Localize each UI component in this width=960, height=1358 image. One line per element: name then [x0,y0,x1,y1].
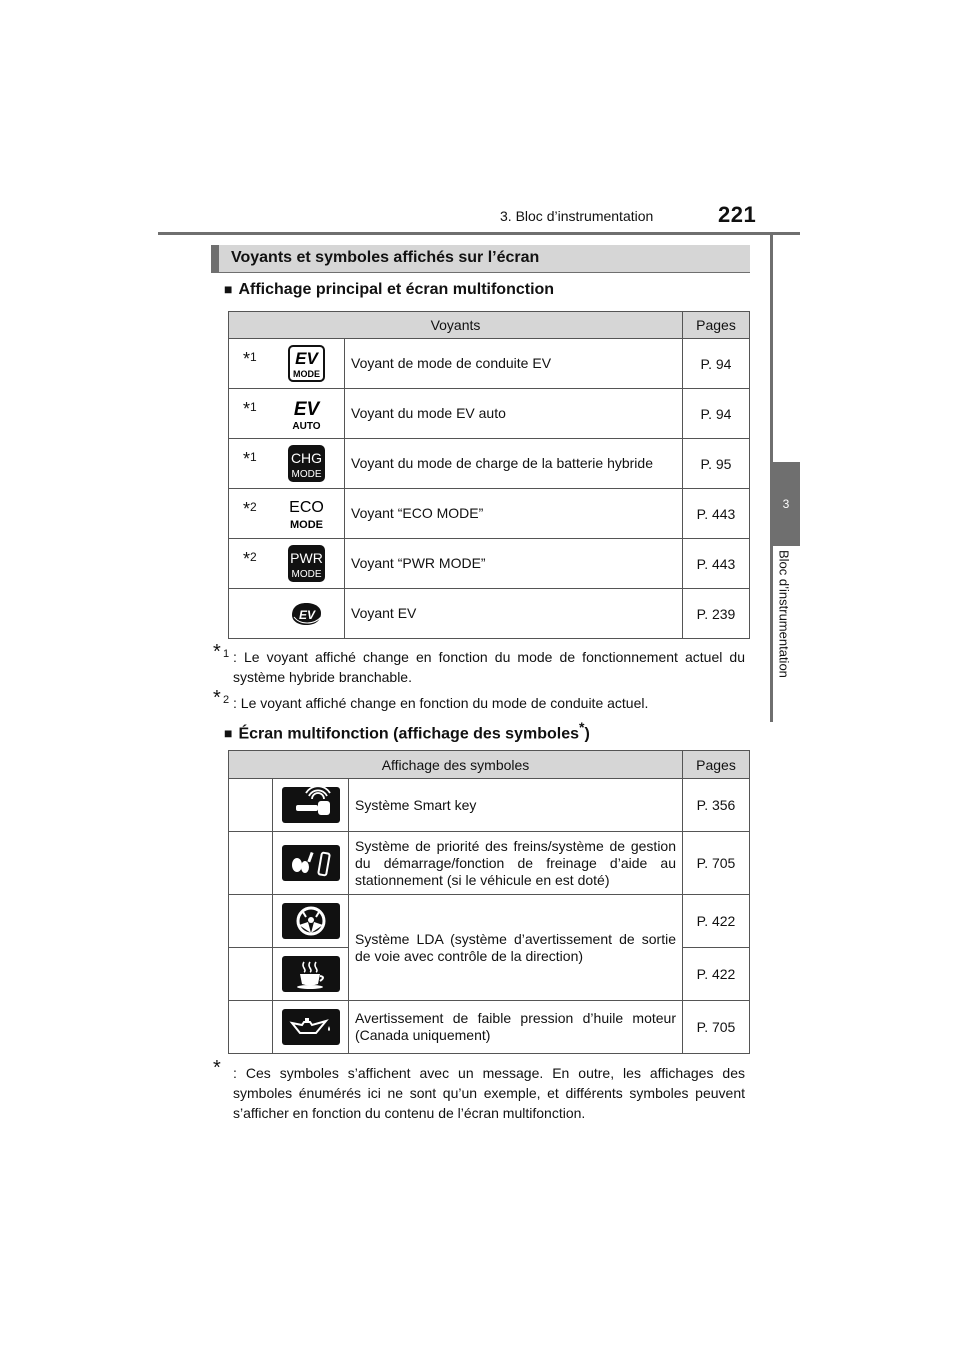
chapter-side-label [770,550,798,710]
pwr-mode-icon [288,545,325,582]
svg-text:MODE: MODE [290,519,323,531]
table-row [229,589,750,639]
running-header-section: 3. Bloc d’instrumentation [500,208,654,224]
page-reference: P. 705 [683,832,750,895]
chapter-side-label-text: Bloc d’instrumentation [776,550,792,678]
page-reference: P. 94 [683,339,750,389]
symbol-description: Système LDA (système d’avertissement de sortie de voie avec contrôle de la direction) [349,895,683,1001]
table-header-row [229,751,750,779]
indicator-description: Voyant du mode de charge de la batterie hybride [345,439,683,489]
svg-text:ECO: ECO [289,499,324,516]
table-row [229,1001,750,1054]
column-header-symbols: Affichage des symboles [229,751,683,779]
svg-text:MODE: MODE [291,469,322,480]
page-reference: P. 705 [683,1001,750,1054]
indicator-description: Voyant du mode EV auto [345,389,683,439]
smart-key-icon [282,787,340,823]
footnote-marker: *1 [243,349,257,369]
page-reference: P. 239 [683,589,750,639]
indicator-description: Voyant “PWR MODE” [345,539,683,589]
table-row [229,895,750,948]
table-row [229,389,750,439]
svg-text:EV: EV [293,399,320,420]
svg-text:CHG: CHG [290,450,323,466]
svg-text:AUTO: AUTO [292,421,321,432]
ev-mode-icon [288,345,325,382]
symbol-description: Système de priorité des freins/système de gestion du démarrage/fonction de freinage d’aide au stationnement (si le véhicule en est doté) [349,832,683,895]
column-header-pages: Pages [683,751,750,779]
indicator-description: Voyant de mode de conduite EV [345,339,683,389]
ev-indicator-icon [288,595,325,632]
table-row [229,832,750,895]
svg-text:MODE: MODE [291,569,322,580]
page-reference: P. 422 [683,948,750,1001]
table-row [229,539,750,589]
footnote-marker: *1 [243,399,257,419]
page-reference: P. 95 [683,439,750,489]
page-reference: P. 94 [683,389,750,439]
footnote-marker: *2 [243,499,257,519]
page-reference: P. 443 [683,539,750,589]
column-header-pages: Pages [683,312,750,339]
svg-text:MODE: MODE [293,369,320,379]
brake-priority-icon [282,845,340,881]
footnote-1: * 1 : Le voyant affiché change en fonction du mode de fonctionnement actuel du système hybride branchable. [213,641,745,685]
header-rule [158,232,800,235]
table-row [229,339,750,389]
chapter-tab: 3 [772,462,800,546]
svg-text:PWR: PWR [290,550,323,566]
indicator-table [228,311,750,639]
symbol-description: Système Smart key [349,779,683,832]
ev-auto-icon [288,395,325,432]
chg-mode-icon [288,445,325,482]
subsection-title-1: ■ Affichage principal et écran multifonction [224,281,555,298]
coffee-cup-icon [282,956,340,992]
indicator-description: Voyant EV [345,589,683,639]
footnote-marker: *2 [243,549,257,569]
footnote-symbols-text: : Ces symboles s’affichent avec un message. En outre, les affichages des symboles énumérés ici ne sont qu’un exemple, et différents symboles peuvent s’afficher en fonction du contenu de l’écran multifonction. [233,1065,745,1121]
section-banner-title: Voyants et symboles affichés sur l’écran [231,249,540,266]
banner-underline [211,272,750,273]
footnote-2-text: : Le voyant affiché change en fonction du mode de conduite actuel. [233,695,649,711]
svg-text:EV: EV [298,608,316,622]
svg-text:EV: EV [295,349,318,368]
symbol-table [228,750,750,1054]
indicator-description: Voyant “ECO MODE” [345,489,683,539]
lda-steering-icon [282,903,340,939]
page-reference: P. 422 [683,895,750,948]
column-header-indicators: Voyants [229,312,683,339]
page-reference: P. 443 [683,489,750,539]
table-row [229,489,750,539]
footnote-2: * 2 : Le voyant affiché change en fonction du mode de conduite actuel. [210,690,750,712]
footnote-symbols: * : Ces symboles s’affichent avec un message. En outre, les affichages des symboles énumérés ici ne sont qu’un exemple, et différents symboles peuvent s’afficher en fonction du contenu de l’écran multifonction. [213,1057,745,1121]
eco-mode-icon [288,495,325,532]
table-row [229,779,750,832]
table-header-row [229,312,750,339]
subsection-title-2: ■ Écran multifonction (affichage des symboles*) [224,719,590,743]
page-reference: P. 356 [683,779,750,832]
table-row [229,439,750,489]
section-banner [211,245,750,272]
footnote-1-text: : Le voyant affiché change en fonction du mode de fonctionnement actuel du système hybride branchable. [233,649,745,685]
page-number: 221 [718,202,757,227]
symbol-description: Avertissement de faible pression d’huile moteur (Canada uniquement) [349,1001,683,1054]
footnote-marker: *1 [243,449,257,469]
oil-pressure-icon [282,1009,340,1045]
